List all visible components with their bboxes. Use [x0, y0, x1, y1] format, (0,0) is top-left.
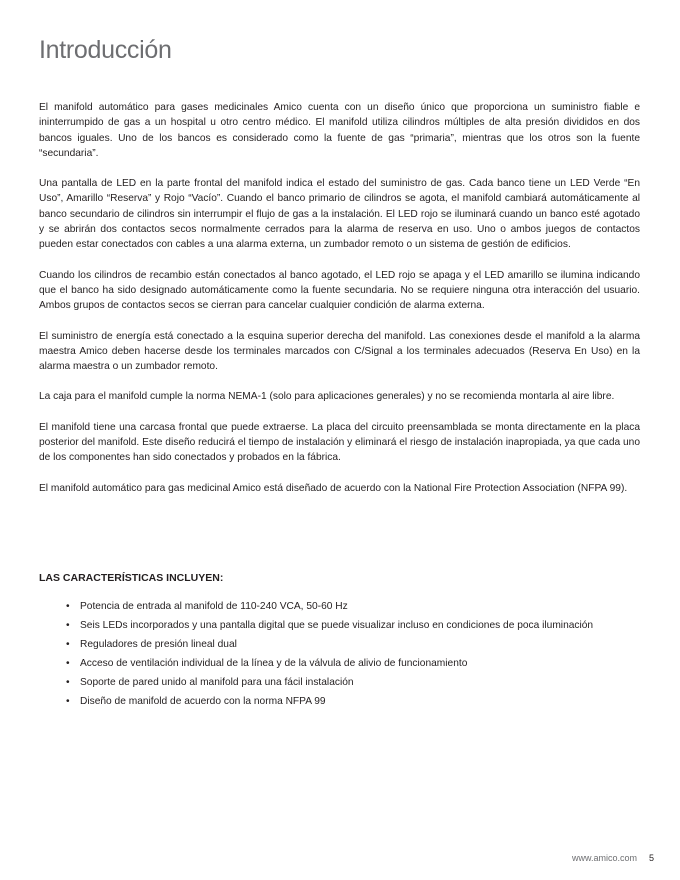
list-item [66, 638, 606, 653]
feature-text: Diseño de manifold de acuerdo con la norma NFPA 99 [80, 696, 326, 707]
bullet-icon: • [66, 639, 70, 650]
paragraph: El manifold tiene una carcasa frontal que puede extraerse. La placa del circuito preensamblada se monta directamente en la placa posterior del manifold. Este diseño reducirá el tiempo de instalación y eliminará el riesgo de instalación inapropiada, ya que cada uno de los componentes han sido conectados y probados en la fábrica. [39, 421, 640, 464]
footer-url-link[interactable]: www.amico.com [571, 853, 637, 863]
features-list [66, 600, 606, 714]
list-item [66, 695, 606, 710]
paragraph: La caja para el manifold cumple la norma NEMA-1 (solo para aplicaciones generales) y no se recomienda montarla al aire libre. [39, 391, 615, 403]
feature-text: Reguladores de presión lineal dual [80, 639, 237, 650]
paragraph: El manifold automático para gas medicinal Amico está diseñado de acuerdo con la National Fire Protection Association (NFPA 99). [39, 482, 628, 494]
list-item [66, 657, 606, 672]
bullet-icon: • [66, 601, 70, 612]
feature-text: Seis LEDs incorporados y una pantalla digital que se puede visualizar incluso en condiciones de poca iluminación [80, 620, 594, 631]
feature-text: Potencia de entrada al manifold de 110-240 VCA, 50-60 Hz [80, 601, 348, 612]
features-heading: LAS CARACTERÍSTICAS INCLUYEN: [39, 572, 224, 584]
feature-text: Soporte de pared unido al manifold para una fácil instalación [80, 677, 354, 688]
paragraph: El suministro de energía está conectado a la esquina superior derecha del manifold. Las conexiones desde el manifold a la alarma maestra Amico deben hacerse desde los terminales marcados con C/Signal a los terminales adecuados (Reserva En Uso) en la alarma maestra o un zumbador remoto. [39, 330, 640, 373]
bullet-icon: • [66, 620, 70, 631]
list-item [66, 619, 606, 634]
intro-body [39, 100, 640, 511]
page-number: 5 [648, 853, 654, 863]
page-title: Introducción [39, 36, 172, 64]
paragraph: Cuando los cilindros de recambio están conectados al banco agotado, el LED rojo se apaga y el LED amarillo se ilumina indicando que el banco ha sido designado automáticamente como la fuente secundaria. No se requiere ninguna otra interacción del usuario. Ambos grupos de contactos secos se cierran para cancelar cualquier condición de alarma externa. [39, 269, 640, 312]
list-item [66, 600, 606, 615]
bullet-icon: • [66, 658, 70, 669]
paragraph: El manifold automático para gases medicinales Amico cuenta con un diseño único que proporciona un suministro fiable e ininterrumpido de gas a un hospital u otro centro médico. El manifold utiliza cilindros múltiples de alta presión divididos en dos bancos iguales. Uno de los bancos es considerado como la fuente de gas “primaria”, mientras que los otros son la fuente “secundaria”. [39, 102, 640, 159]
paragraph: Una pantalla de LED en la parte frontal del manifold indica el estado del suministro de gas. Cada banco tiene un LED Verde “En Uso”, Amarillo “Reserva” y Rojo “Vacío”. Cuando el banco primario de cilindros se agota, el manifold cambiará automáticamente al banco secundario de cilindros sin interrumpir el flujo de gas a la instalación. El LED rojo se iluminará cuando un banco esté agotado y se abrirán dos contactos secos normalmente cerrados para la alarma de reserva en uso. Uno o ambos juegos de contactos pueden estar conectados con cables a una alarma externa, un zumbador remoto o un sistema de gestión de edificios. [39, 178, 640, 251]
bullet-icon: • [66, 677, 70, 688]
list-item [66, 676, 606, 691]
page-footer [572, 853, 654, 863]
bullet-icon: • [66, 696, 70, 707]
feature-text: Acceso de ventilación individual de la línea y de la válvula de alivio de funcionamiento [80, 658, 468, 669]
